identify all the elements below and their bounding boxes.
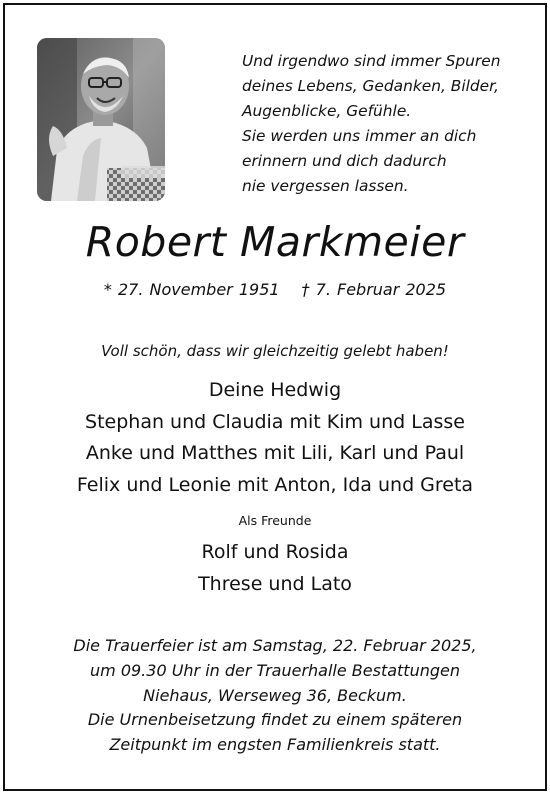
mourner-line: Stephan und Claudia mit Kim und Lasse xyxy=(85,410,465,433)
service-line: Die Trauerfeier ist am Samstag, 22. Februar 2025, xyxy=(73,636,477,655)
life-dates xyxy=(0,278,550,302)
poem-line: Sie werden uns immer an dich xyxy=(242,127,477,145)
service-line: Die Urnenbeisetzung findet zu einem späteren xyxy=(87,710,463,730)
poem-line: nie vergessen lassen. xyxy=(242,177,409,195)
deceased-name: Robert Markmeier xyxy=(85,218,465,266)
service-line: Niehaus, Werseweg 36, Beckum. xyxy=(143,685,407,705)
poem-line: erinnern und dich dadurch xyxy=(242,152,447,170)
poem-line: Augenblicke, Gefühle. xyxy=(242,102,412,120)
friends-label: Als Freunde xyxy=(238,513,312,528)
poem-line: deines Lebens, Gedanken, Bilder, xyxy=(242,77,499,95)
mourner-line: Felix und Leonie mit Anton, Ida und Greta xyxy=(76,473,474,496)
friends-mourners xyxy=(0,537,550,600)
mourner-line: Deine Hedwig xyxy=(208,379,342,401)
friend-line: Rolf und Rosida xyxy=(201,541,349,563)
funeral-service-info xyxy=(0,634,550,758)
service-line: um 09.30 Uhr in der Trauerhalle Bestattungen xyxy=(90,660,460,680)
mourner-line: Anke und Matthes mit Lili, Karl und Paul xyxy=(85,442,465,464)
portrait-photo xyxy=(37,38,165,201)
memorial-poem xyxy=(242,49,532,199)
poem-line: Und irgendwo sind immer Spuren xyxy=(242,52,501,70)
family-mourners xyxy=(0,375,550,501)
memorial-quote: Voll schön, dass wir gleichzeitig gelebt haben! xyxy=(101,342,449,360)
birth-date: * 27. November 1951 xyxy=(103,280,280,299)
friend-line: Threse und Lato xyxy=(198,572,352,595)
service-line: Zeitpunkt im engsten Familienkreis statt. xyxy=(109,735,441,755)
death-date: † 7. Februar 2025 xyxy=(301,280,447,299)
